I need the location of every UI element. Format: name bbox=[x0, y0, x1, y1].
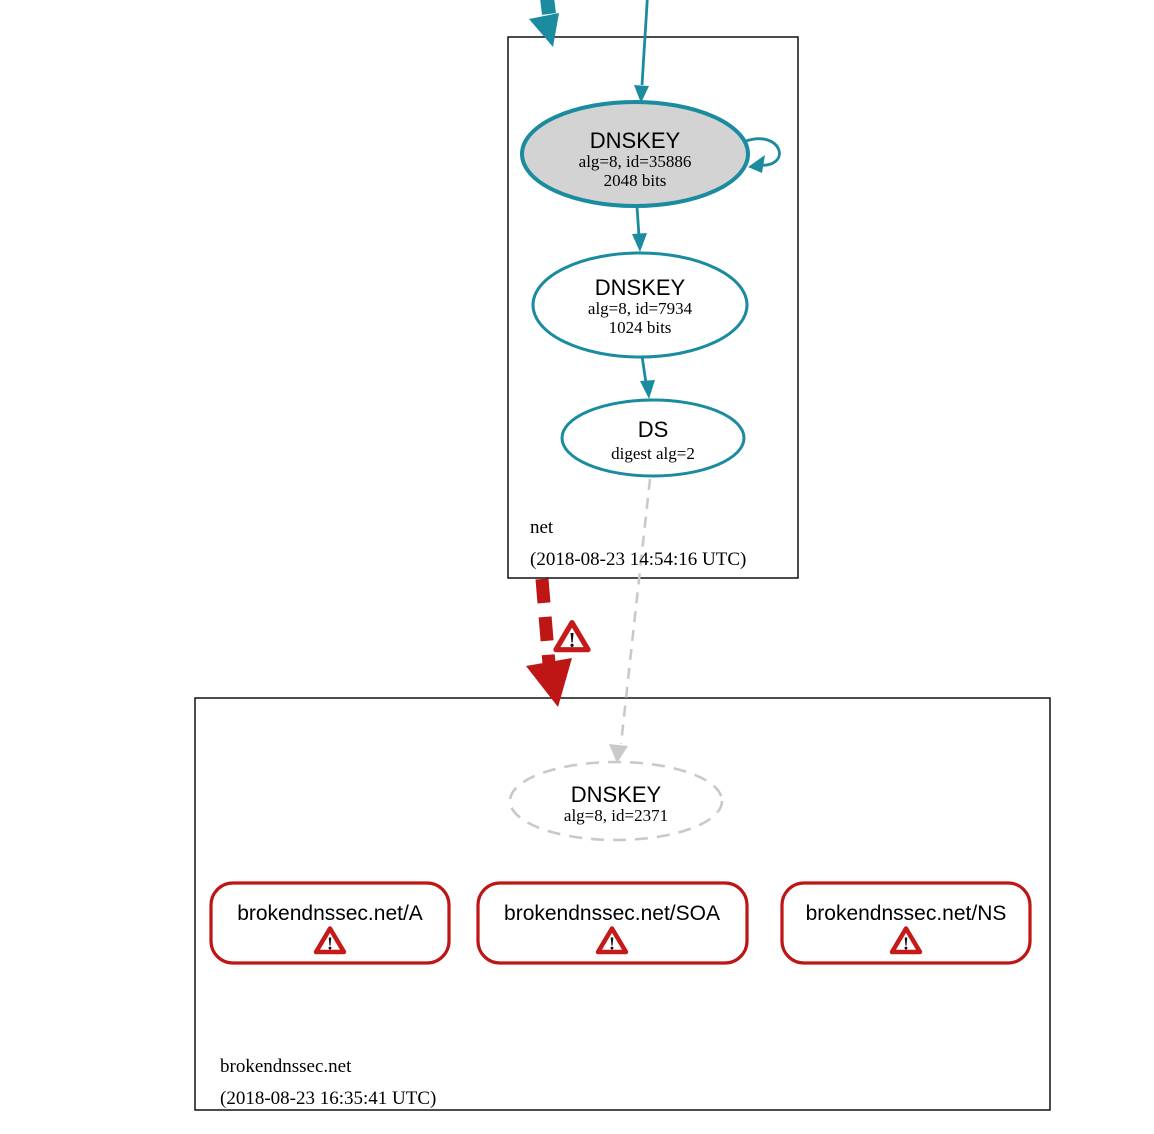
node-title: DNSKEY bbox=[589, 128, 681, 153]
node-title: DS bbox=[637, 417, 669, 442]
node-dnskey-7934[interactable] bbox=[533, 253, 747, 357]
warning-exclamation: ! bbox=[568, 629, 576, 652]
node-digest: digest alg=2 bbox=[611, 444, 695, 463]
rrset-label: brokendnssec.net/SOA bbox=[504, 902, 720, 925]
rrset-box-brokendnssec-net-a[interactable] bbox=[211, 883, 449, 963]
node-bits: 1024 bits bbox=[608, 318, 672, 337]
node-title: DNSKEY bbox=[570, 782, 662, 807]
node-alg-id: alg=8, id=7934 bbox=[587, 299, 693, 318]
bogus-edge bbox=[542, 579, 549, 664]
node-alg-id: alg=8, id=2371 bbox=[563, 806, 669, 825]
rrset-box-brokendnssec-net-ns[interactable] bbox=[782, 883, 1030, 963]
node-title: DNSKEY bbox=[594, 275, 686, 300]
zone-timestamp-brokendnssec-net: (2018-08-23 16:35:41 UTC) bbox=[220, 1088, 437, 1109]
rrset-label: brokendnssec.net/NS bbox=[805, 902, 1007, 925]
warning-exclamation: ! bbox=[609, 933, 615, 954]
warning-exclamation: ! bbox=[903, 933, 909, 954]
rrset-label: brokendnssec.net/A bbox=[237, 902, 423, 925]
node-alg-id: alg=8, id=35886 bbox=[578, 152, 692, 171]
node-dnskey-35886[interactable] bbox=[522, 102, 748, 206]
warning-exclamation: ! bbox=[327, 933, 333, 954]
zone-label-brokendnssec-net: brokendnssec.net bbox=[220, 1056, 352, 1077]
delegation-arrow-shaft bbox=[545, 0, 549, 14]
zone-label-net: net bbox=[530, 517, 554, 538]
rrset-box-brokendnssec-net-soa[interactable] bbox=[478, 883, 747, 963]
node-dnskey-2371[interactable] bbox=[510, 762, 722, 840]
rrsig-edge bbox=[637, 207, 639, 236]
node-ds[interactable] bbox=[562, 400, 744, 476]
zone-timestamp-net: (2018-08-23 14:54:16 UTC) bbox=[530, 549, 747, 570]
warning-icon bbox=[556, 623, 588, 652]
node-bits: 2048 bits bbox=[603, 171, 667, 190]
